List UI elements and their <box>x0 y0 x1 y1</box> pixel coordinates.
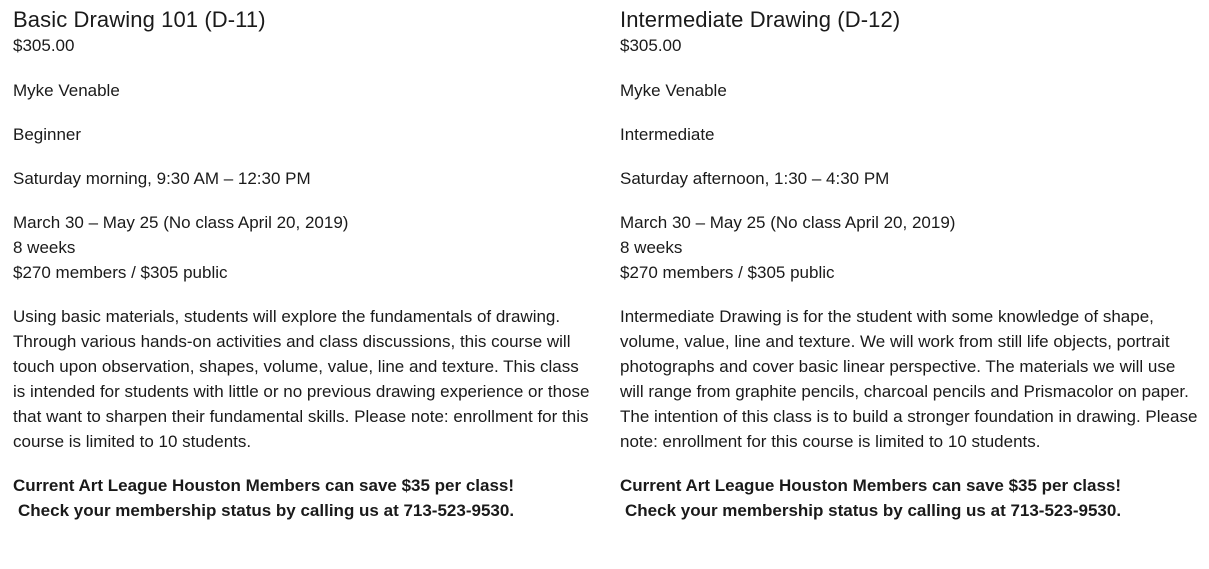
course-description: Using basic materials, students will explore the fundamentals of drawing. Through various hands-on activities and class discussions, this course will touch upon observation, shapes, volume, value, line and texture. This class is intended for students with little or no previous drawing experience or those that want to sharpen their fundamental skills. Please note: enrollment for this course is limited to 10 students. <box>13 307 590 451</box>
course-schedule: Saturday morning, 9:30 AM – 12:30 PM <box>13 169 311 188</box>
course-description: Intermediate Drawing is for the student with some knowledge of shape, volume, value, line and texture. We will work from still life objects, portrait photographs and cover basic linear perspective. The materials we will use will range from graphite pencils, charcoal pencils and Prismacolor on paper. The intention of this class is to build a stronger foundation in drawing. Please note: enrollment for this course is limited to 10 students. <box>620 307 1198 451</box>
course-title: Intermediate Drawing (D-12) <box>620 7 901 32</box>
course-title: Basic Drawing 101 (D-11) <box>13 7 266 32</box>
course-dates: March 30 – May 25 (No class April 20, 2019) <box>620 213 956 232</box>
course-basic-drawing <box>13 6 593 523</box>
course-price: $305.00 <box>13 36 75 55</box>
course-level: Beginner <box>13 125 82 144</box>
course-duration: 8 weeks <box>620 238 683 257</box>
promo-line-2: Check your membership status by calling us at 713-523-9530. <box>18 501 515 520</box>
course-intermediate-drawing <box>620 6 1200 523</box>
course-dates: March 30 – May 25 (No class April 20, 2019) <box>13 213 349 232</box>
course-price: $305.00 <box>620 36 682 55</box>
course-level: Intermediate <box>620 125 715 144</box>
course-dates-block <box>620 210 1200 285</box>
course-schedule: Saturday afternoon, 1:30 – 4:30 PM <box>620 169 890 188</box>
promo-line-1: Current Art League Houston Members can save $35 per class! <box>620 476 1122 495</box>
course-instructor: Myke Venable <box>620 81 727 100</box>
course-duration: 8 weeks <box>13 238 76 257</box>
course-dates-block <box>13 210 593 285</box>
membership-promo <box>13 473 593 523</box>
course-pricing: $270 members / $305 public <box>13 263 228 282</box>
course-pricing: $270 members / $305 public <box>620 263 835 282</box>
membership-promo <box>620 473 1200 523</box>
promo-line-1: Current Art League Houston Members can save $35 per class! <box>13 476 515 495</box>
promo-line-2: Check your membership status by calling us at 713-523-9530. <box>625 501 1122 520</box>
course-instructor: Myke Venable <box>13 81 120 100</box>
